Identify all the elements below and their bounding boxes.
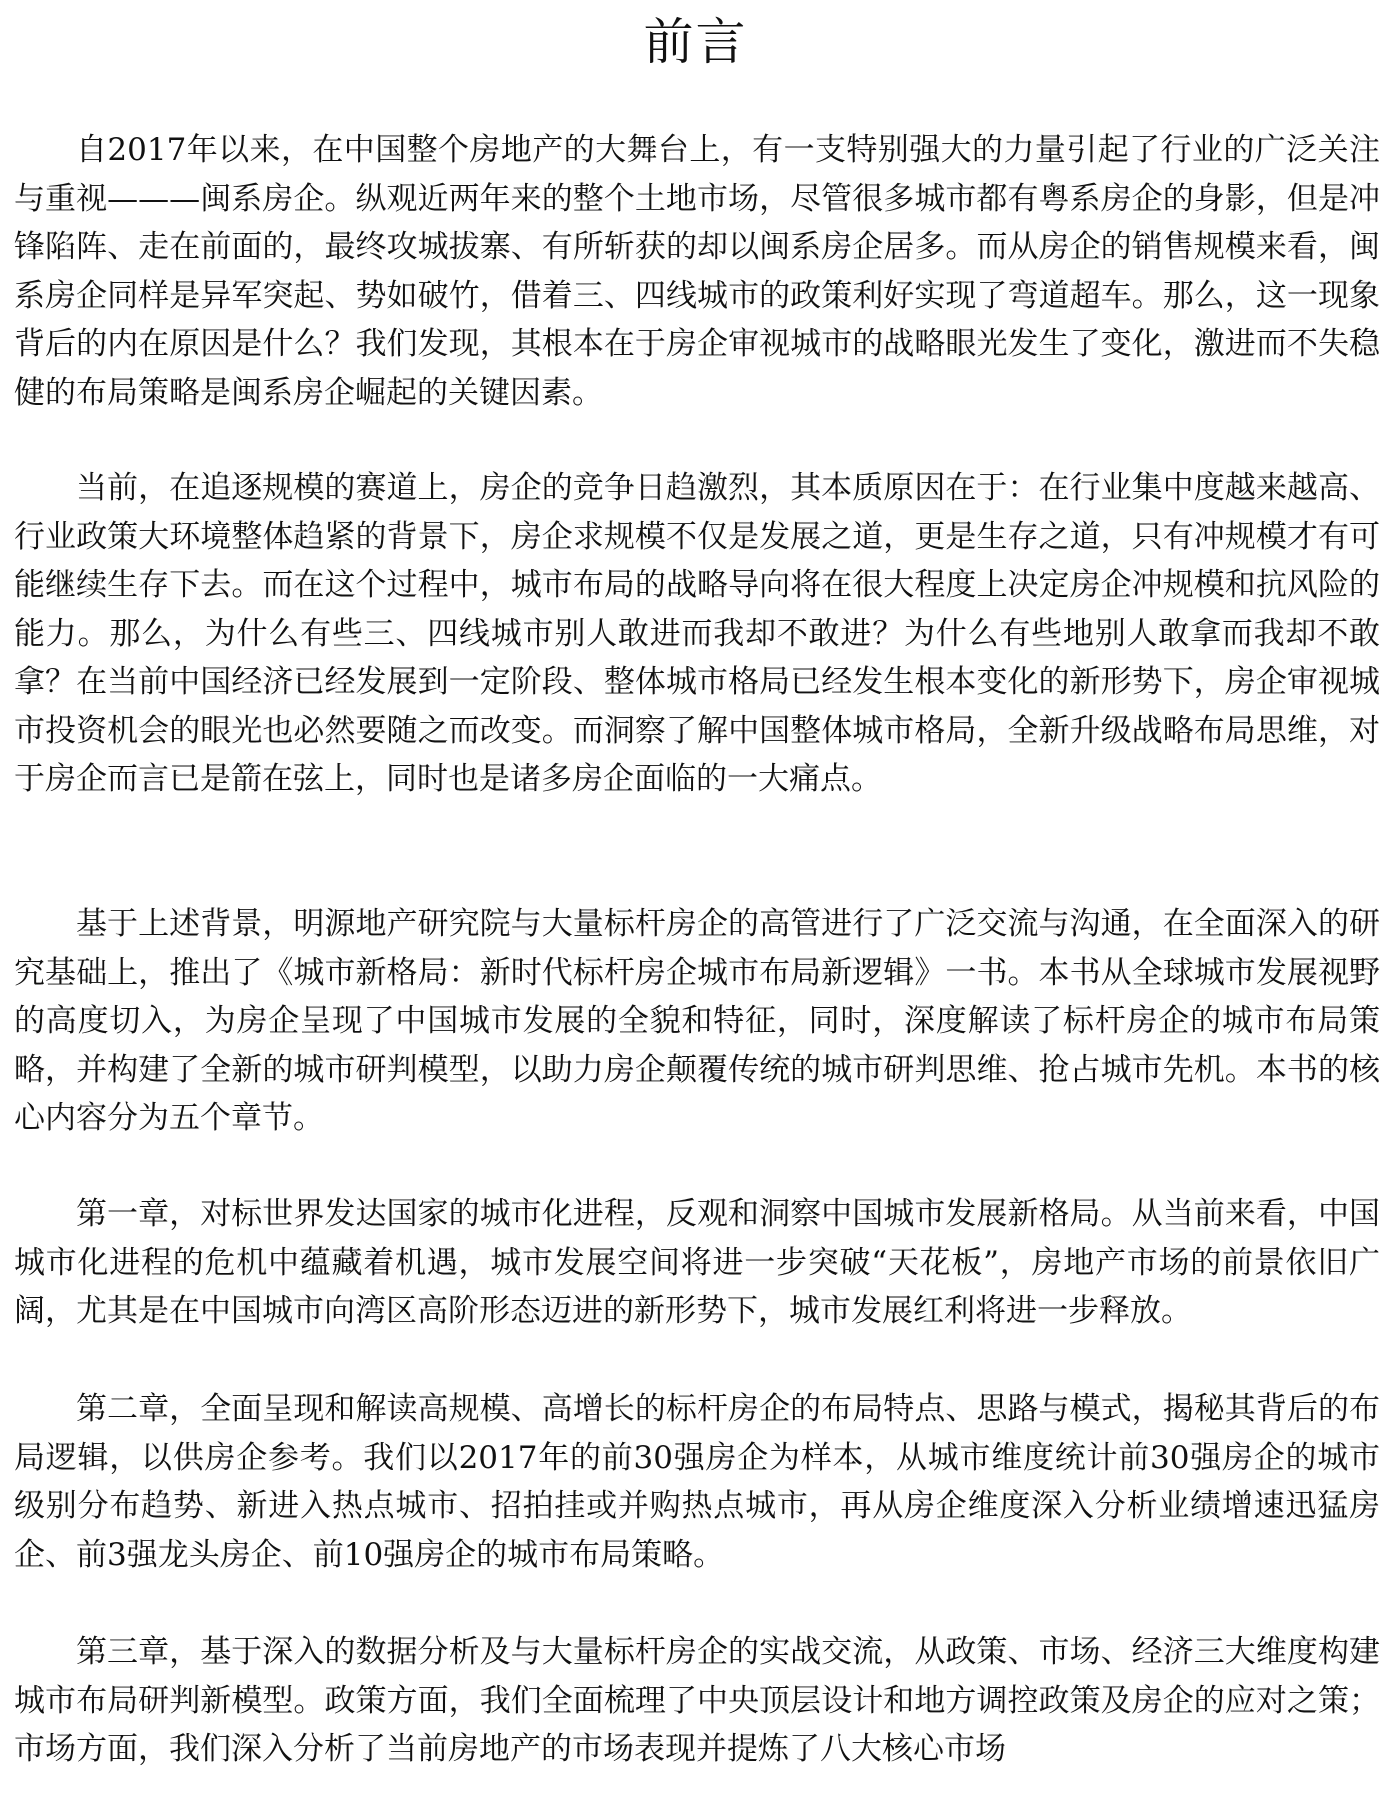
paragraph-3: 基于上述背景，明源地产研究院与大量标杆房企的高管进行了广泛交流与沟通，在全面深入的研究基础上，推出了《城市新格局：新时代标杆房企城市布局新逻辑》一书。本书从全球城市发展视野的高度切入，为房企呈现了中国城市发展的全貌和特征，同时，深度解读了标杆房企的城市布局策略，并构建了全新的城市研判模型，以助力房企颠覆传统的城市研判思维、抢占城市先机。本书的核心内容分为五个章节。 — [14, 906, 1380, 1136]
page-title: 前言 — [643, 13, 748, 71]
paragraph-5: 第二章，全面呈现和解读高规模、高增长的标杆房企的布局特点、思路与模式，揭秘其背后的布局逻辑，以供房企参考。我们以2017年的前30强房企为样本，从城市维度统计前30强房企的城市级别分布趋势、新进入热点城市、招拍挂或并购热点城市，再从房企维度深入分析业绩增速迅猛房企、前3强龙头房企、前10强房企的城市布局策略。 — [14, 1391, 1380, 1573]
paragraph-2: 当前，在追逐规模的赛道上，房企的竞争日趋激烈，其本质原因在于：在行业集中度越来越高、行业政策大环境整体趋紧的背景下，房企求规模不仅是发展之道，更是生存之道，只有冲规模才有可能继续生存下去。而在这个过程中，城市布局的战略导向将在很大程度上决定房企冲规模和抗风险的能力。那么，为什么有些三、四线城市别人敢进而我却不敢进？为什么有些地别人敢拿而我却不敢拿？在当前中国经济已经发展到一定阶段、整体城市格局已经发生根本变化的新形势下，房企审视城市投资机会的眼光也必然要随之而改变。而洞察了解中国整体城市格局，全新升级战略布局思维，对于房企而言已是箭在弦上，同时也是诸多房企面临的一大痛点。 — [14, 470, 1380, 797]
paragraph-6: 第三章，基于深入的数据分析及与大量标杆房企的实战交流，从政策、市场、经济三大维度构建城市布局研判新模型。政策方面，我们全面梳理了中央顶层设计和地方调控政策及房企的应对之策；市场方面，我们深入分析了当前房地产的市场表现并提炼了八大核心市场 — [14, 1634, 1380, 1767]
paragraph-1: 自2017年以来，在中国整个房地产的大舞台上，有一支特别强大的力量引起了行业的广泛关注与重视———闽系房企。纵观近两年来的整个土地市场，尽管很多城市都有粤系房企的身影，但是冲锋陷阵、走在前面的，最终攻城拔寨、有所斩获的却以闽系房企居多。而从房企的销售规模来看，闽系房企同样是异军突起、势如破竹，借着三、四线城市的政策利好实现了弯道超车。那么，这一现象背后的内在原因是什么？我们发现，其根本在于房企审视城市的战略眼光发生了变化，激进而不失稳健的布局策略是闽系房企崛起的关键因素。 — [14, 132, 1380, 411]
paragraph-4: 第一章，对标世界发达国家的城市化进程，反观和洞察中国城市发展新格局。从当前来看，中国城市化进程的危机中蕴藏着机遇，城市发展空间将进一步突破“天花板”，房地产市场的前景依旧广阔，尤其是在中国城市向湾区高阶形态迈进的新形势下，城市发展红利将进一步释放。 — [14, 1196, 1380, 1329]
